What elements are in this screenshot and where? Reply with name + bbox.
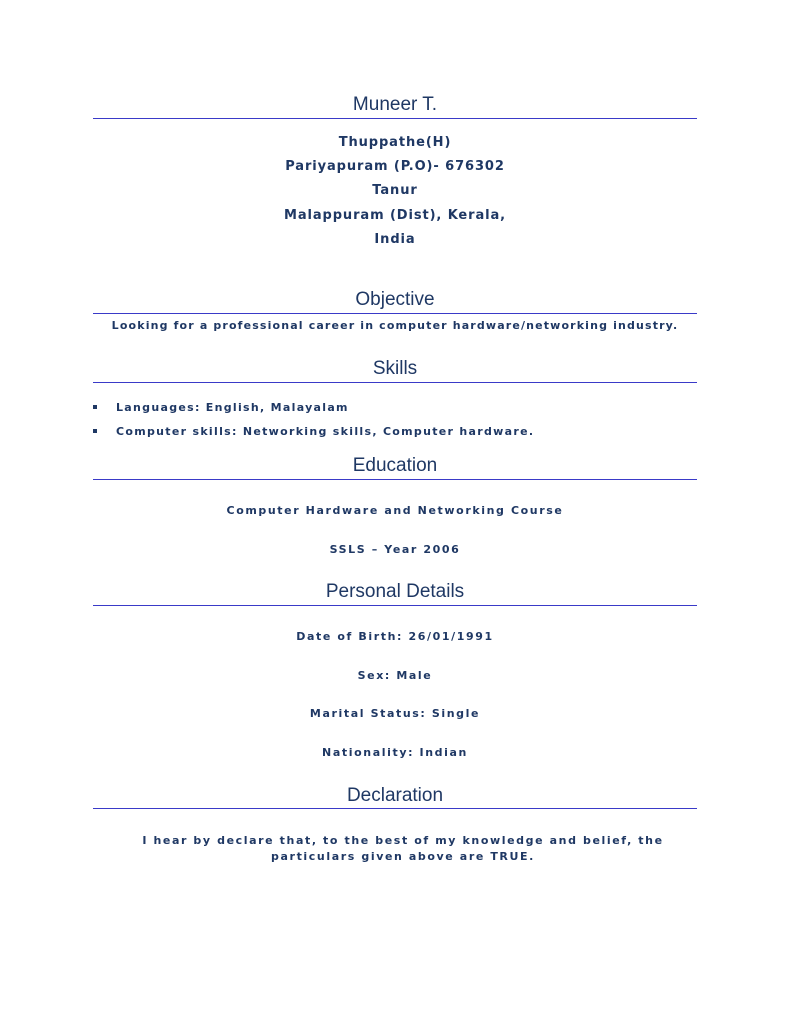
address-line-3: Tanur xyxy=(372,183,418,198)
address-line-5: India xyxy=(374,232,416,247)
declaration-heading: Declaration xyxy=(346,785,444,806)
address-line-2: Pariyapuram (P.O)- 676302 xyxy=(285,159,505,174)
skill-item-text: Computer skills: Networking skills, Computer hardware. xyxy=(116,425,535,438)
objective-heading: Objective xyxy=(355,289,435,310)
objective-text: Looking for a professional career in computer hardware/networking industry. xyxy=(111,319,679,332)
bullet-icon xyxy=(93,405,97,409)
skills-divider xyxy=(93,382,697,383)
personal-details-heading: Personal Details xyxy=(325,581,465,602)
declaration-line-1: I hear by declare that, to the best of my knowledge and belief, the xyxy=(142,834,664,847)
education-heading: Education xyxy=(352,455,438,476)
marital-status: Marital Status: Single xyxy=(309,707,481,720)
personal-details-divider xyxy=(93,605,697,606)
nationality: Nationality: Indian xyxy=(322,746,468,759)
declaration-text xyxy=(130,833,676,865)
education-item: Computer Hardware and Networking Course xyxy=(226,504,564,517)
name-divider xyxy=(93,118,697,119)
declaration-line-2: particulars given above are TRUE. xyxy=(271,850,535,863)
resume-name: Muneer T. xyxy=(352,94,438,115)
sex: Sex: Male xyxy=(357,669,433,682)
date-of-birth: Date of Birth: 26/01/1991 xyxy=(296,630,494,643)
education-item: SSLS – Year 2006 xyxy=(329,543,461,556)
skills-heading: Skills xyxy=(372,358,418,379)
skill-item-text: Languages: English, Malayalam xyxy=(116,401,349,414)
objective-divider xyxy=(93,313,697,314)
declaration-divider xyxy=(93,808,697,809)
address-line-4: Malappuram (Dist), Kerala, xyxy=(283,208,507,223)
education-divider xyxy=(93,479,697,480)
bullet-icon xyxy=(93,429,97,433)
address-line-1: Thuppathe(H) xyxy=(338,135,452,150)
